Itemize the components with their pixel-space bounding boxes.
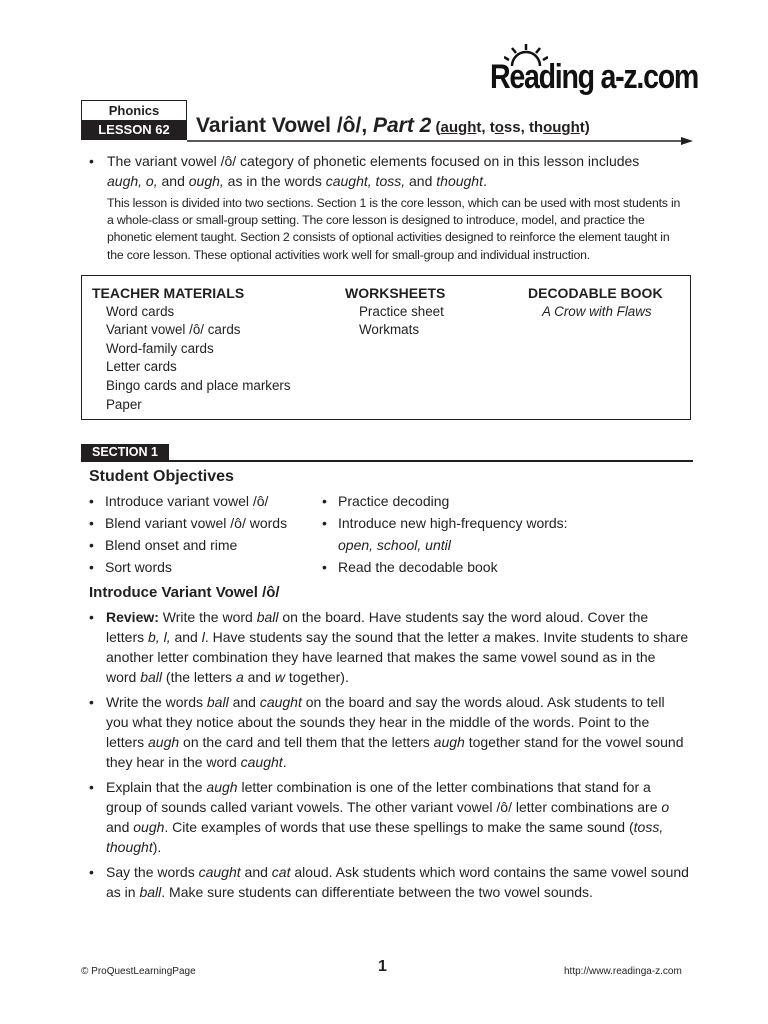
- list-item: Workmats: [359, 322, 420, 338]
- objectives-left: • Introduce variant vowel /ô/ • Blend variant vowel /ô/ words • Blend onset and rime • Sort words: [89, 490, 319, 580]
- decodable-book: [528, 284, 663, 321]
- section-label: SECTION 1: [81, 444, 169, 460]
- list-item: Paper: [106, 396, 142, 412]
- objective-item: Sort words: [105, 559, 172, 575]
- title-arrow-rule: [187, 136, 693, 146]
- objective-item: Read the decodable book: [338, 559, 498, 575]
- book-title: A Crow with Flaws: [542, 303, 652, 319]
- objective-item: Blend onset and rime: [105, 537, 238, 553]
- page-number: 1: [378, 958, 387, 975]
- high-frequency-words: open, school, until: [338, 537, 451, 553]
- instruction-review: • Review: Write the word ball on the board. Have students say the word aloud. Cover the letters b, l, and l. Have students say the sound that the letter a makes. Invite students to share another letter combination they have learned that makes the same vowel sound as in the word ball (the letters a and w together).: [89, 609, 689, 685]
- materials-box: [81, 275, 691, 420]
- list-item: Letter cards: [106, 359, 177, 375]
- category-label: Phonics: [81, 100, 187, 120]
- lesson-title: Variant Vowel /ô/, Part 2 (aught, toss, thought): [196, 114, 590, 137]
- copyright: © ProQuestLearningPage: [81, 966, 196, 977]
- teacher-materials-heading: TEACHER MATERIALS: [92, 285, 245, 301]
- lesson-number: LESSON 62: [81, 120, 187, 140]
- worksheets: [345, 284, 445, 340]
- objective-item: Introduce new high-frequency words:: [338, 515, 568, 531]
- objective-item: Introduce variant vowel /ô/: [105, 493, 269, 509]
- list-item: Variant vowel /ô/ cards: [106, 322, 241, 338]
- instruction-explain: • Explain that the augh letter combination is one of the letter combinations that stand for a group of sounds called variant vowels. The other variant vowel /ô/ letter combinations are o and ough. Cite examples of words that use these spellings to make the same sound (toss, thought).: [89, 779, 670, 855]
- reading-az-logo: [490, 44, 700, 96]
- logo-text: Reading a-z.com: [490, 58, 699, 96]
- objectives-heading: Student Objectives: [89, 468, 234, 485]
- intro-bullet: • The variant vowel /ô/ category of phonetic elements focused on in this lesson includes augh, o, and ough, as in the words caught, toss, and thought.: [89, 153, 640, 189]
- title-main: Variant Vowel /ô/,: [196, 114, 373, 137]
- teacher-materials: [92, 284, 291, 414]
- objectives-right: • Practice decoding • Introduce new high-frequency words: open, school, until • Read the decodable book: [322, 490, 622, 580]
- list-item: Word cards: [106, 303, 175, 319]
- objective-item: Blend variant vowel /ô/ words: [105, 515, 288, 531]
- list-item: Practice sheet: [359, 303, 444, 319]
- introduce-heading: Introduce Variant Vowel /ô/: [89, 584, 280, 601]
- instruction-say-words: • Say the words caught and cat aloud. Ask students which word contains the same vowel sound as in ball. Make sure students can differentiate between the two vowel sounds.: [89, 864, 689, 900]
- section-divider: [81, 460, 693, 462]
- worksheets-heading: WORKSHEETS: [345, 285, 446, 301]
- list-item: Word-family cards: [106, 340, 214, 356]
- lesson-structure-paragraph: This lesson is divided into two sections. Section 1 is the core lesson, which can be used with most students in a whole-class or small-group setting. The core lesson is designed to introduce, model, and practice the phonetic element taught. Section 2 consists of optional activities designed to reinforce the element taught in the core lesson. These optional activities work well for small-group and individual instruction.: [107, 196, 681, 262]
- title-part: Part 2: [373, 114, 432, 137]
- list-item: Bingo cards and place markers: [106, 377, 291, 393]
- objective-item: Practice decoding: [338, 493, 450, 509]
- website-link[interactable]: http://www.readinga-z.com: [564, 966, 682, 977]
- decodable-book-heading: DECODABLE BOOK: [528, 285, 663, 301]
- instruction-write-words: • Write the words ball and caught on the board and say the words aloud. Ask students to tell you what they notice about the sounds they hear in the middle of the words. Point to the letters augh on the card and tell them that the letters augh together stand for the vowel sound they hear in the word caught.: [89, 694, 684, 770]
